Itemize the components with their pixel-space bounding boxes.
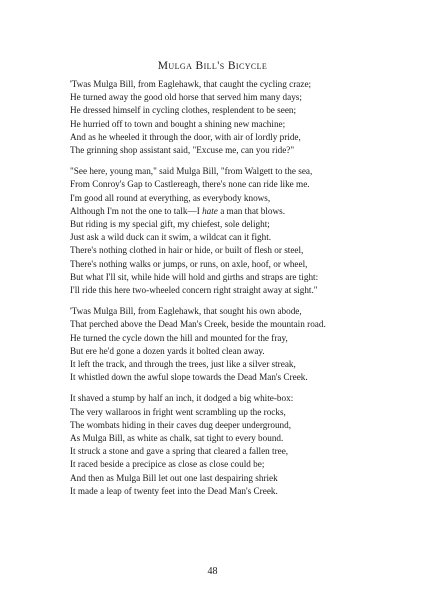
poem-line: It struck a stone and gave a spring that cleared a fallen tree, [70,446,289,457]
poem-line: He turned away the good old horse that served him many days; [70,92,302,103]
poem-line: 'Twas Mulga Bill, from Eaglehawk, that sought his own abode, [70,306,302,317]
poem-line: He hurried off to town and bought a shining new machine; [70,118,286,129]
page-number: 48 [207,566,218,577]
poem-line: As Mulga Bill, as white as chalk, sat tight to every bound. [70,433,284,444]
poem-title: Mulga Bill's Bicycle [157,60,268,72]
poem-line: It shaved a stump by half an inch, it dodged a big white-box: [70,393,294,404]
poem-line: Just ask a wild duck can it swim, a wildcat can it fight. [70,232,272,243]
poem-line: He dressed himself in cycling clothes, resplendent to be seen; [70,105,297,116]
poem-line: There's nothing walks or jumps, or runs, on axle, hoof, or wheel, [70,258,308,269]
poem-line: I'll ride this here two-wheeled concern right straight away at sight." [70,285,318,296]
poem-line [70,205,410,218]
poem-line: There's nothing clothed in hair or hide, or built of flesh or steel, [70,245,304,256]
poem-line: From Conroy's Gap to Castlereagh, there's none can ride like me. [70,179,310,190]
emphasized-word: hate [202,205,218,216]
poem-line: But what I'll sit, while hide will hold and girths and straps are tight: [70,271,319,282]
stanza-4 [70,392,410,498]
poem-line: "See here, young man," said Mulga Bill, "from Walgett to the sea, [70,166,313,177]
poem-line: It whistled down the awful slope towards the Dead Man's Creek. [70,372,308,383]
poem-line: It left the track, and through the trees, just like a silver streak, [70,359,296,370]
poem-line-end: a man that blows. [217,205,285,216]
poem-line: I'm good all round at everything, as everybody knows, [70,192,271,203]
poem-line: The very wallaroos in fright went scrambling up the rocks, [70,406,286,417]
poem-line: And as he wheeled it through the door, with air of lordly pride, [70,131,301,142]
poem-line: But ere he'd gone a dozen yards it bolted clean away. [70,345,265,356]
stanza-3 [70,305,410,384]
stanza-1 [70,78,410,157]
stanza-2 [70,165,410,297]
poem-line: It made a leap of twenty feet into the Dead Man's Creek. [70,485,278,496]
poem-line: And then as Mulga Bill let out one last despairing shriek [70,472,278,483]
poem-line: It raced beside a precipice as close as close could be; [70,459,265,470]
poem-line-start: Although I'm not the one to talk—I [70,205,203,216]
poem-line: But riding is my special gift, my chiefest, sole delight; [70,219,270,230]
poem-line: 'Twas Mulga Bill, from Eaglehawk, that caught the cycling craze; [70,79,312,89]
poem-line: He turned the cycle down the hill and mounted for the fray, [70,332,288,343]
poem-line: The wombats hiding in their caves dug deeper underground, [70,419,292,430]
poem-line: The grinning shop assistant said, "Excuse me, can you ride?" [70,145,295,156]
poem-body [70,78,410,506]
poem-line: That perched above the Dead Man's Creek, beside the mountain road. [70,319,326,330]
